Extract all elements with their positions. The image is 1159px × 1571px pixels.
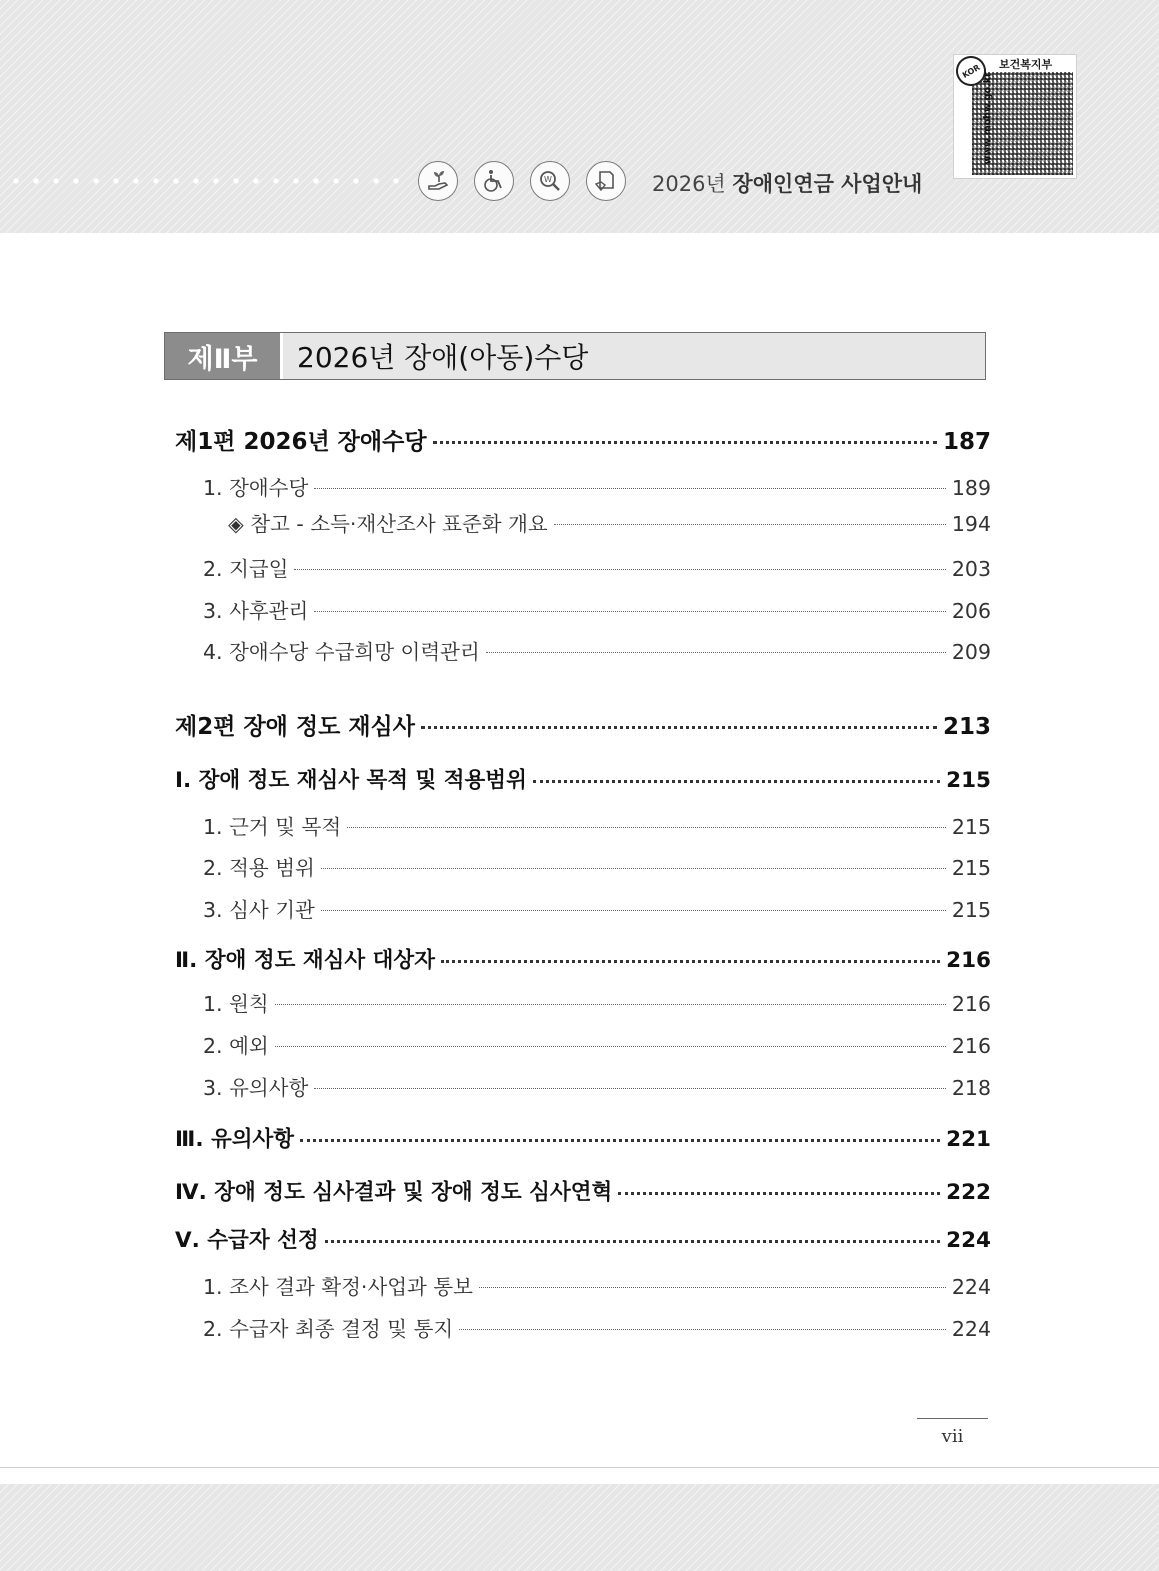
toc-entry-title: 1. 장애수당 bbox=[203, 476, 309, 500]
footer-band bbox=[0, 1484, 1159, 1571]
toc-leader-dots bbox=[554, 513, 946, 534]
toc-entry-page: 189 bbox=[951, 476, 991, 500]
toc-entry-title: 1. 근거 및 목적 bbox=[203, 815, 342, 839]
svg-text:W: W bbox=[544, 175, 552, 184]
toc-entry-page: 216 bbox=[951, 992, 991, 1016]
toc-entry-page: 206 bbox=[951, 599, 991, 623]
toc-chapter[interactable] bbox=[175, 763, 991, 794]
toc-leader-dots bbox=[275, 1035, 946, 1056]
toc-leader-dots bbox=[433, 429, 937, 452]
toc-entry-page: 221 bbox=[946, 1127, 991, 1152]
kor-badge: KOR bbox=[951, 51, 992, 92]
toc-leader-dots bbox=[533, 768, 940, 790]
toc-entry-title: 1. 원칙 bbox=[203, 992, 269, 1016]
toc-entry-title: 제2편 장애 정도 재심사 bbox=[175, 714, 415, 740]
toc-entry-title: Ⅱ. 장애 정도 재심사 대상자 bbox=[175, 948, 435, 973]
toc-item[interactable] bbox=[203, 1029, 991, 1059]
toc-item[interactable] bbox=[203, 471, 991, 501]
toc-entry-page: 224 bbox=[951, 1317, 991, 1341]
toc-entry-page: 216 bbox=[946, 948, 991, 973]
toc-leader-dots bbox=[321, 899, 946, 920]
toc-chapter[interactable] bbox=[175, 1223, 991, 1254]
toc-entry-title: 3. 사후관리 bbox=[203, 599, 309, 623]
toc-entry-page: 215 bbox=[951, 898, 991, 922]
toc-leader-dots bbox=[314, 477, 946, 498]
toc-entry-page: 194 bbox=[951, 512, 991, 536]
toc-entry-page: 213 bbox=[942, 714, 991, 740]
toc-entry-page: 215 bbox=[951, 815, 991, 839]
toc-item[interactable] bbox=[203, 552, 991, 582]
page-number: vii bbox=[941, 1426, 964, 1447]
header-year: 2026년 bbox=[652, 172, 726, 196]
toc-entry-page: 215 bbox=[946, 768, 991, 793]
toc-item[interactable] bbox=[203, 987, 991, 1017]
toc-leader-dots bbox=[347, 816, 946, 837]
ministry-url: www.mohw.go.kr bbox=[982, 72, 994, 165]
toc-item[interactable] bbox=[203, 635, 991, 665]
toc-leader-dots bbox=[459, 1318, 946, 1339]
toc-leader-dots bbox=[300, 1127, 940, 1149]
page-number-rule bbox=[917, 1418, 988, 1419]
toc-item[interactable] bbox=[203, 1312, 991, 1342]
toc-entry-page: 216 bbox=[951, 1034, 991, 1058]
toc-entry-title: 2. 수급자 최종 결정 및 통지 bbox=[203, 1317, 454, 1341]
toc-item[interactable] bbox=[203, 1270, 991, 1300]
toc-leader-dots bbox=[294, 558, 945, 579]
toc-leader-dots bbox=[479, 1276, 946, 1297]
toc-leader-dots bbox=[275, 993, 946, 1014]
toc-entry-title: 1. 조사 결과 확정·사업과 통보 bbox=[203, 1275, 473, 1299]
toc-entry-page: 215 bbox=[951, 856, 991, 880]
toc-entry-title: 2. 예외 bbox=[203, 1034, 269, 1058]
toc-section[interactable] bbox=[175, 423, 991, 456]
toc-entry-page: 218 bbox=[951, 1076, 991, 1100]
toc-item[interactable] bbox=[203, 594, 991, 624]
toc-section[interactable] bbox=[175, 708, 991, 741]
part-title: 2026년 장애(아동)수당 bbox=[297, 341, 589, 374]
toc-entry-title: Ⅳ. 장애 정도 심사결과 및 장애 정도 심사연혁 bbox=[175, 1180, 613, 1205]
toc-leader-dots bbox=[618, 1180, 940, 1202]
toc-leader-dots bbox=[314, 1077, 946, 1098]
toc-item[interactable] bbox=[228, 507, 991, 537]
toc-leader-dots bbox=[421, 714, 937, 737]
toc-entry-title: 제1편 2026년 장애수당 bbox=[175, 429, 427, 455]
toc-leader-dots bbox=[314, 600, 946, 621]
toc-entry-page: 224 bbox=[951, 1275, 991, 1299]
toc-entry-title: 3. 심사 기관 bbox=[203, 898, 315, 922]
toc-entry-page: 187 bbox=[942, 429, 991, 455]
header-doc-title: 장애인연금 사업안내 bbox=[732, 172, 923, 196]
toc-entry-page: 209 bbox=[951, 640, 991, 664]
toc-entry-title: Ⅴ. 수급자 선정 bbox=[175, 1228, 319, 1253]
toc-item[interactable] bbox=[203, 851, 991, 881]
toc-chapter[interactable] bbox=[175, 943, 991, 974]
toc-leader-dots bbox=[486, 641, 946, 662]
toc-entry-page: 222 bbox=[946, 1180, 991, 1205]
toc-item[interactable] bbox=[203, 1071, 991, 1101]
footer-divider bbox=[0, 1467, 1159, 1468]
toc-entry-page: 224 bbox=[946, 1228, 991, 1253]
toc-entry-title: Ⅰ. 장애 정도 재심사 목적 및 적용범위 bbox=[175, 768, 527, 793]
toc-item[interactable] bbox=[203, 810, 991, 840]
toc-entry-page: 203 bbox=[951, 557, 991, 581]
toc-entry-title: ◈ 참고 - 소득·재산조사 표준화 개요 bbox=[228, 512, 548, 536]
toc-leader-dots bbox=[441, 948, 940, 970]
toc-chapter[interactable] bbox=[175, 1122, 991, 1153]
toc-item[interactable] bbox=[203, 893, 991, 923]
toc-entry-title: 3. 유의사항 bbox=[203, 1076, 309, 1100]
part-label: 제Ⅱ부 bbox=[165, 333, 283, 379]
toc-leader-dots bbox=[321, 857, 946, 878]
toc-entry-title: Ⅲ. 유의사항 bbox=[175, 1127, 295, 1152]
toc-entry-title: 4. 장애수당 수급희망 이력관리 bbox=[203, 640, 480, 664]
toc-entry-title: 2. 적용 범위 bbox=[203, 856, 315, 880]
toc-leader-dots bbox=[325, 1228, 940, 1250]
toc-chapter[interactable] bbox=[175, 1175, 991, 1206]
toc-entry-title: 2. 지급일 bbox=[203, 557, 289, 581]
ministry-name: 보건복지부 bbox=[999, 58, 1053, 71]
